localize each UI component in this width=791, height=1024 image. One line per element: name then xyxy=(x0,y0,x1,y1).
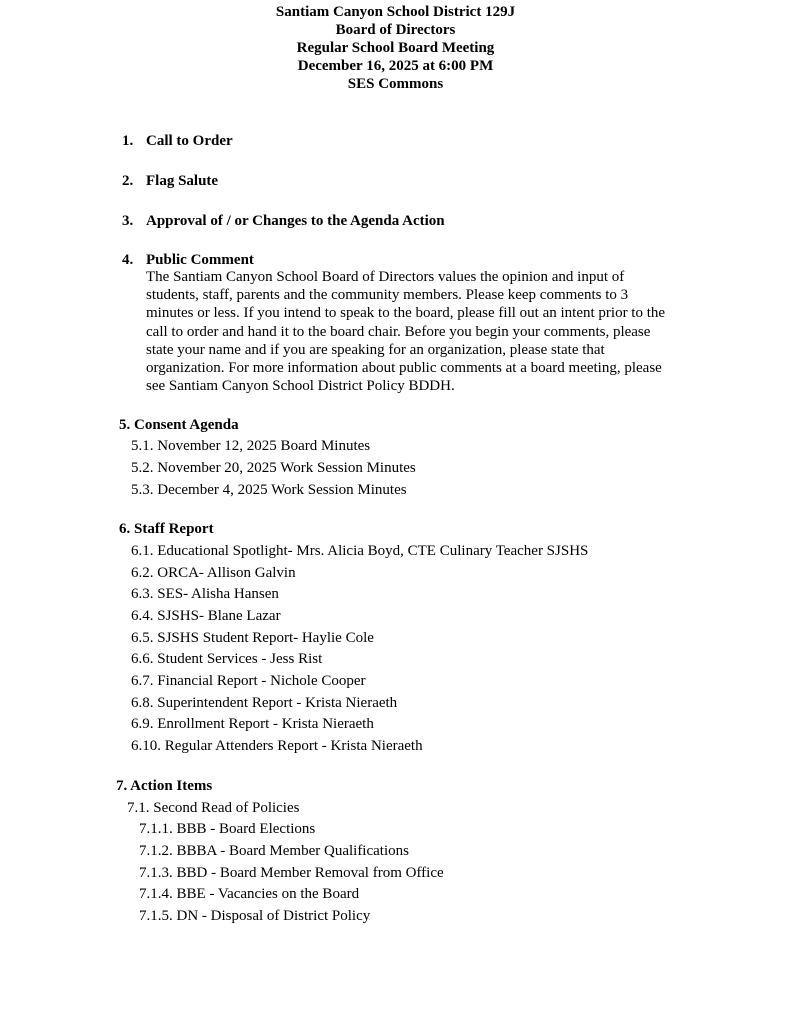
list-item: 7.1.3. BBD - Board Member Removal from Office xyxy=(139,865,444,881)
meeting-location: SES Commons xyxy=(347,76,444,92)
list-item: 6.10. Regular Attenders Report - Krista Nieraeth xyxy=(131,738,423,754)
paragraph-line: call to order and hand it to the board chair. Before you begin your comments, please xyxy=(146,323,651,340)
item-number: 4. xyxy=(122,252,134,268)
paragraph-line: organization. For more information about public comments at a board meeting, please xyxy=(146,360,662,377)
paragraph-line: state your name and if you are speaking for an organization, please state that xyxy=(146,341,605,358)
item-staff-report: 6. Staff Report xyxy=(119,521,214,537)
list-item: 6.6. Student Services - Jess Rist xyxy=(131,651,323,667)
paragraph-line: students, staff, parents and the community members. Please keep comments to 3 xyxy=(146,287,629,304)
item-agenda-approval: Approval of / or Changes to the Agenda Action xyxy=(146,213,445,229)
meeting-date: December 16, 2025 at 6:00 PM xyxy=(297,58,494,74)
list-item: 7.1.5. DN - Disposal of District Policy xyxy=(139,908,371,924)
meeting-type: Regular School Board Meeting xyxy=(296,40,495,56)
list-item: 6.4. SJSHS- Blane Lazar xyxy=(131,608,281,624)
list-item: 7.1. Second Read of Policies xyxy=(127,800,300,816)
item-number: 3. xyxy=(122,213,134,229)
item-consent-agenda: 5. Consent Agenda xyxy=(119,417,239,433)
paragraph-line: minutes or less. If you intend to speak to the board, please fill out an intent prior to the xyxy=(146,305,666,322)
item-public-comment: Public Comment xyxy=(146,252,254,268)
district-name: Santiam Canyon School District 129J xyxy=(275,4,516,20)
list-item: 5.3. December 4, 2025 Work Session Minutes xyxy=(131,482,407,498)
list-item: 6.3. SES- Alisha Hansen xyxy=(131,586,279,602)
paragraph-line: see Santiam Canyon School District Policy BDDH. xyxy=(146,378,455,395)
list-item: 7.1.4. BBE - Vacancies on the Board xyxy=(139,886,360,902)
board-name: Board of Directors xyxy=(335,22,456,38)
list-item: 6.7. Financial Report - Nichole Cooper xyxy=(131,673,366,689)
item-call-to-order: Call to Order xyxy=(146,133,233,149)
list-item: 7.1.1. BBB - Board Elections xyxy=(139,821,316,837)
list-item: 6.2. ORCA- Allison Galvin xyxy=(131,565,296,581)
item-number: 2. xyxy=(122,173,134,189)
list-item: 6.1. Educational Spotlight- Mrs. Alicia Boyd, CTE Culinary Teacher SJSHS xyxy=(131,543,589,559)
document-header xyxy=(0,3,791,93)
item-flag-salute: Flag Salute xyxy=(146,173,219,189)
list-item: 5.1. November 12, 2025 Board Minutes xyxy=(131,438,371,454)
public-comment-paragraph xyxy=(146,268,691,395)
list-item: 6.5. SJSHS Student Report- Haylie Cole xyxy=(131,630,374,646)
list-item: 6.9. Enrollment Report - Krista Nieraeth xyxy=(131,716,374,732)
item-action-items: 7. Action Items xyxy=(116,778,213,794)
list-item: 6.8. Superintendent Report - Krista Nieraeth xyxy=(131,695,398,711)
list-item: 7.1.2. BBBA - Board Member Qualifications xyxy=(139,843,409,859)
list-item: 5.2. November 20, 2025 Work Session Minutes xyxy=(131,460,416,476)
paragraph-line: The Santiam Canyon School Board of Directors values the opinion and input of xyxy=(146,269,625,285)
item-number: 1. xyxy=(122,133,134,149)
